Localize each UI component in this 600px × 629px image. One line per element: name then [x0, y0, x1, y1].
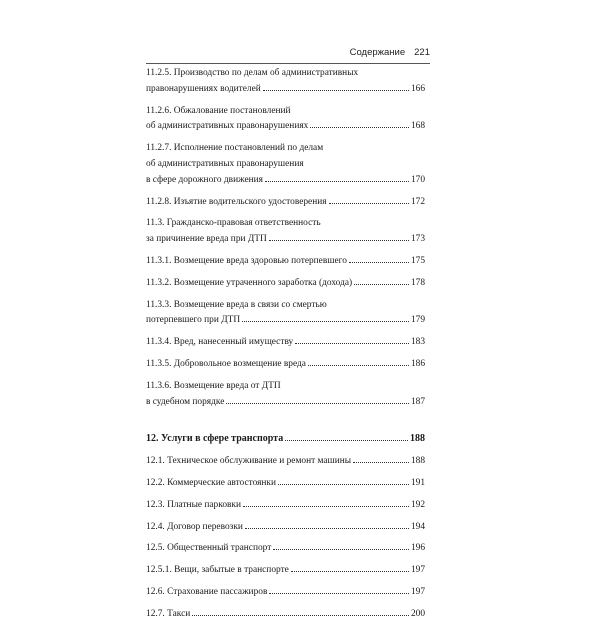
toc-entry-title: 11.3.5. Добровольное возмещение вреда: [146, 358, 306, 369]
running-header: [146, 47, 430, 63]
toc-entry: [146, 298, 425, 330]
toc-entry-title: 12. Услуги в сфере транспорта: [146, 433, 284, 445]
toc-entry-title: 11.3.3. Возмещение вреда в связи со смертью: [146, 299, 327, 310]
toc-entry-title: 11.2.8. Изъятие водительского удостоверения: [146, 196, 327, 207]
toc-entry: [146, 276, 425, 292]
toc-entry-title: 11.2.5. Производство по делам об административных: [146, 68, 359, 78]
toc-page-number: 166: [410, 83, 425, 94]
toc-page-number: 191: [410, 477, 425, 488]
toc-entry-line: [146, 454, 425, 470]
toc-entry-title: 11.3.2. Возмещение утраченного заработка (дохода): [146, 277, 353, 288]
toc-entry-title: 12.2. Коммерческие автостоянки: [146, 477, 277, 488]
toc-entry-title: 12.7. Такси: [146, 608, 191, 619]
toc-entry-line: [146, 173, 425, 189]
toc-entry: [146, 216, 425, 248]
dot-leader: [353, 461, 409, 463]
toc-page-number: 188: [410, 456, 425, 467]
toc-entry: [146, 520, 425, 536]
toc-page-number: 192: [410, 499, 425, 510]
toc-entry-title: 11.3. Гражданско-правовая ответственность: [146, 218, 321, 229]
toc-entry-line: [146, 431, 425, 447]
header-title: Содержание: [349, 47, 406, 58]
toc-page-number: 183: [410, 337, 425, 348]
toc-entry-line: [146, 395, 425, 411]
toc-entry-line: [146, 119, 425, 135]
toc-entry-line: [146, 195, 425, 211]
toc-entry-title: 12.5. Общественный транспорт: [146, 543, 272, 554]
toc-entry: [146, 607, 425, 623]
dot-leader: [273, 548, 409, 550]
dot-leader: [243, 505, 409, 507]
dot-leader: [310, 126, 409, 128]
dot-leader: [263, 89, 409, 91]
dot-leader: [269, 592, 409, 594]
toc-page-number: 175: [410, 255, 425, 266]
table-of-contents: [146, 66, 425, 629]
header-rule: [146, 63, 430, 64]
toc-page-number: 196: [410, 543, 425, 554]
toc-entry-line: [146, 232, 425, 248]
toc-page-number: 172: [410, 196, 425, 207]
toc-entry-line: [146, 357, 425, 373]
toc-entry: [146, 141, 425, 188]
toc-entry-title: за причинение вреда при ДТП: [146, 234, 267, 245]
toc-page-number: 187: [410, 396, 425, 407]
toc-entry: [146, 66, 425, 98]
toc-entry-line: [146, 520, 425, 536]
toc-entry: [146, 541, 425, 557]
toc-entry-line: [146, 313, 425, 329]
dot-leader: [278, 483, 409, 485]
toc-entry-title: в сфере дорожного движения: [146, 174, 263, 185]
toc-chapter-entry: [146, 431, 425, 447]
toc-page-number: 188: [410, 433, 425, 445]
toc-entry-line: [146, 254, 425, 270]
toc-entry-title: 12.1. Техническое обслуживание и ремонт машины: [146, 456, 352, 467]
dot-leader: [295, 342, 409, 344]
toc-entry: [146, 585, 425, 601]
toc-entry-title: 12.3. Платные парковки: [146, 499, 242, 510]
toc-entry-line: [146, 563, 425, 579]
toc-entry: [146, 476, 425, 492]
toc-entry-title: потерпевшего при ДТП: [146, 315, 241, 326]
toc-entry-title: 12.6. Страхование пассажиров: [146, 586, 268, 597]
toc-entry: [146, 335, 425, 351]
header-page-number: 221: [414, 47, 430, 58]
dot-leader: [242, 320, 409, 322]
toc-page-number: 200: [410, 608, 425, 619]
toc-entry-line: [146, 585, 425, 601]
toc-page-number: 194: [410, 521, 425, 532]
toc-entry-line: [146, 276, 425, 292]
toc-page-number: 197: [410, 565, 425, 576]
toc-entry: [146, 254, 425, 270]
toc-entry-line: [146, 335, 425, 351]
toc-page-number: 173: [410, 234, 425, 245]
toc-entry-line: [146, 607, 425, 623]
dot-leader: [291, 570, 409, 572]
toc-entry-title: правонарушениях водителей: [146, 83, 261, 94]
toc-page-number: 168: [410, 121, 425, 132]
toc-entry-title: 11.3.4. Вред, нанесенный имуществу: [146, 337, 294, 348]
toc-entry-title: 12.4. Договор перевозки: [146, 521, 243, 532]
toc-entry-title: 12.5.1. Вещи, забытые в транспорте: [146, 565, 289, 576]
toc-entry: [146, 357, 425, 373]
dot-leader: [285, 439, 408, 441]
toc-entry-line: [146, 498, 425, 514]
toc-entry: [146, 454, 425, 470]
dot-leader: [354, 283, 409, 285]
dot-leader: [349, 261, 409, 263]
toc-entry-title: в судебном порядке: [146, 396, 225, 407]
toc-entry-title: 11.2.6. Обжалование постановлений: [146, 105, 291, 116]
toc-entry-title: 11.2.7. Исполнение постановлений по делам: [146, 143, 324, 154]
toc-page-number: 178: [410, 277, 425, 288]
toc-page-number: 197: [410, 586, 425, 597]
dot-leader: [269, 239, 409, 241]
toc-entry-title: об административных правонарушения: [146, 158, 304, 169]
toc-entry: [146, 195, 425, 211]
toc-entry-line: [146, 541, 425, 557]
toc-page-number: 170: [410, 174, 425, 185]
toc-entry: [146, 104, 425, 136]
toc-entry-line: [146, 476, 425, 492]
toc-entry-title: 11.3.6. Возмещение вреда от ДТП: [146, 380, 281, 391]
toc-entry: [146, 563, 425, 579]
toc-page-number: 186: [410, 358, 425, 369]
toc-entry: [146, 498, 425, 514]
dot-leader: [245, 527, 409, 529]
toc-entry: [146, 379, 425, 411]
toc-entry-title: 11.3.1. Возмещение вреда здоровью потерпевшего: [146, 255, 347, 266]
dot-leader: [192, 614, 409, 616]
dot-leader: [226, 402, 409, 404]
toc-page-number: 179: [410, 315, 425, 326]
toc-entry-line: [146, 82, 425, 98]
toc-entry-title: об административных правонарушениях: [146, 121, 309, 132]
dot-leader: [329, 202, 409, 204]
dot-leader: [308, 364, 409, 366]
dot-leader: [265, 180, 409, 182]
